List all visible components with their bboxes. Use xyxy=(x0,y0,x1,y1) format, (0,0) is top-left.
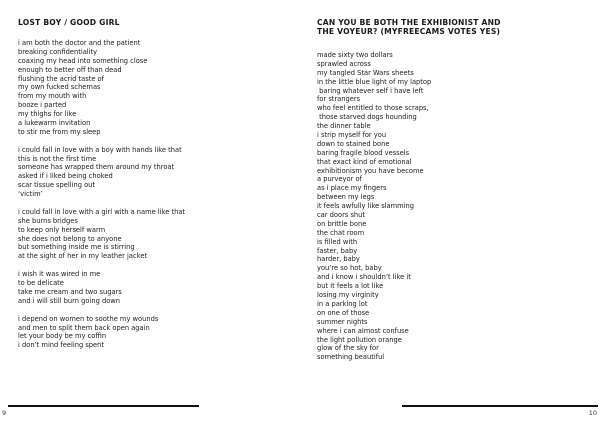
poem-line: in a parking lot xyxy=(317,299,368,308)
poem-line: asked if i liked being choked xyxy=(18,172,113,181)
poem-title-line-2: THE VOYEUR? (MYFREECAMS VOTES YES) xyxy=(317,26,501,36)
poem-line: down to stained bone xyxy=(317,139,390,148)
poem-line: i don’t mind feeling spent xyxy=(18,341,105,350)
stanza xyxy=(18,208,288,261)
poem-line: my tangled Star Wars sheets xyxy=(317,68,414,77)
poem-line: to stir me from my sleep xyxy=(18,127,101,136)
poem-line: but something inside me is stirring xyxy=(18,243,135,252)
poem-line: glow of the sky for xyxy=(317,344,379,353)
footer-rule-right xyxy=(402,405,598,407)
poem-title-text: LOST BOY / GOOD GIRL xyxy=(18,18,120,27)
poem-line: on one of those xyxy=(317,308,370,317)
poem-line: someone has wrapped them around my throat xyxy=(18,163,175,172)
poem-line: the chat room xyxy=(317,228,365,237)
poem-line: you’re so hot, baby xyxy=(317,264,382,273)
poem-line: my thighs for like xyxy=(18,110,77,119)
poem-line: breaking confidentiality xyxy=(18,47,98,56)
stanza xyxy=(18,146,288,199)
poem-line: those starved dogs hounding xyxy=(317,113,417,122)
stanza xyxy=(18,315,288,351)
poem-line: from my mouth with xyxy=(18,92,87,101)
poem-line: this is not the first time xyxy=(18,154,97,163)
poem-line: on brittle bone xyxy=(317,219,367,228)
poem-line: harder, baby xyxy=(317,255,360,264)
poem-line: where i can almost confuse xyxy=(317,326,409,335)
poem-line: ‘victim’ xyxy=(18,190,43,199)
poem-line: booze i parted xyxy=(18,101,67,110)
poem-line: and i know i shouldn’t like it xyxy=(317,273,411,282)
poem-line: losing my virginity xyxy=(317,291,379,300)
poem-line: i am both the doctor and the patient xyxy=(18,39,141,47)
poem-line: at the sight of her in my leather jacket xyxy=(18,252,148,261)
poem-line: baring fragile blood vessels xyxy=(317,148,410,157)
poem-line: baring whatever self i have left xyxy=(317,86,424,95)
poem-line: for strangers xyxy=(317,95,361,104)
poem-line: sprawled across xyxy=(317,59,371,68)
poem-line: scar tissue spelling out xyxy=(18,181,96,190)
poem-line: i depend on women to soothe my wounds xyxy=(18,314,159,323)
poem-line: she burns bridges xyxy=(18,216,78,225)
poem-line: coaxing my head into something close xyxy=(18,56,148,65)
poem-body-left xyxy=(18,39,288,359)
poem-line: but it feels a lot like xyxy=(317,282,384,291)
poem-line: as i place my fingers xyxy=(317,184,387,193)
poem-line: and i will still burn going down xyxy=(18,296,120,305)
poem-line: between my legs xyxy=(317,193,375,202)
stanza xyxy=(18,270,288,306)
poem-title-lost-boy-good-girl xyxy=(18,17,288,29)
poem-line: i could fall in love with a girl with a name like that xyxy=(18,207,186,216)
poem-line: to be delicate xyxy=(18,279,64,288)
poem-line: to keep only herself warm xyxy=(18,225,106,234)
stanza xyxy=(18,39,288,137)
poem-line: a purveyor of xyxy=(317,175,362,184)
poem-line: take me cream and two sugars xyxy=(18,287,122,296)
poem-line: i wish it was wired in me xyxy=(18,270,101,279)
poem-line: exhibitionism you have become xyxy=(317,166,424,175)
page-number-left: 9 xyxy=(2,409,7,417)
poem-line: she does not belong to anyone xyxy=(18,234,122,243)
right-page xyxy=(300,0,600,424)
poem-line: let your body be my coffin xyxy=(18,332,107,341)
poem-body-right xyxy=(317,51,587,362)
poem-line: the light pollution orange xyxy=(317,335,402,344)
poem-line: made sixty two dollars xyxy=(317,51,393,59)
footer-rule-left xyxy=(8,405,199,407)
poem-line: flushing the acrid taste of xyxy=(18,74,105,83)
poem-line: is filled with xyxy=(317,237,358,246)
poem-line: and men to split them back open again xyxy=(18,323,150,332)
poem-title-line-1: CAN YOU BE BOTH THE EXHIBIONIST AND xyxy=(317,18,501,27)
poem-line: my own fucked schemas xyxy=(18,83,101,92)
poem-title-exhibitionist-voyeur xyxy=(317,17,587,35)
poem-line: the dinner table xyxy=(317,122,371,131)
poem-line: i could fall in love with a boy with hands like that xyxy=(18,145,182,154)
poem-line: that exact kind of emotional xyxy=(317,157,412,166)
poem-line: i strip myself for you xyxy=(317,131,387,140)
page-number-right: 10 xyxy=(588,409,597,417)
poem-line: enough to better off than dead xyxy=(18,65,122,74)
poem-line: summer nights xyxy=(317,317,368,326)
poem-line: a lukewarm invitation xyxy=(18,119,91,128)
poem-line: faster, baby xyxy=(317,246,358,255)
poem-line: car doors shut xyxy=(317,211,366,220)
poem-line: something beautiful xyxy=(317,353,385,362)
poem-line: who feel entitled to those scraps, xyxy=(317,104,429,113)
poem-line: it feels awfully like slamming xyxy=(317,202,415,211)
poem-line: in the little blue light of my laptop xyxy=(317,77,432,86)
